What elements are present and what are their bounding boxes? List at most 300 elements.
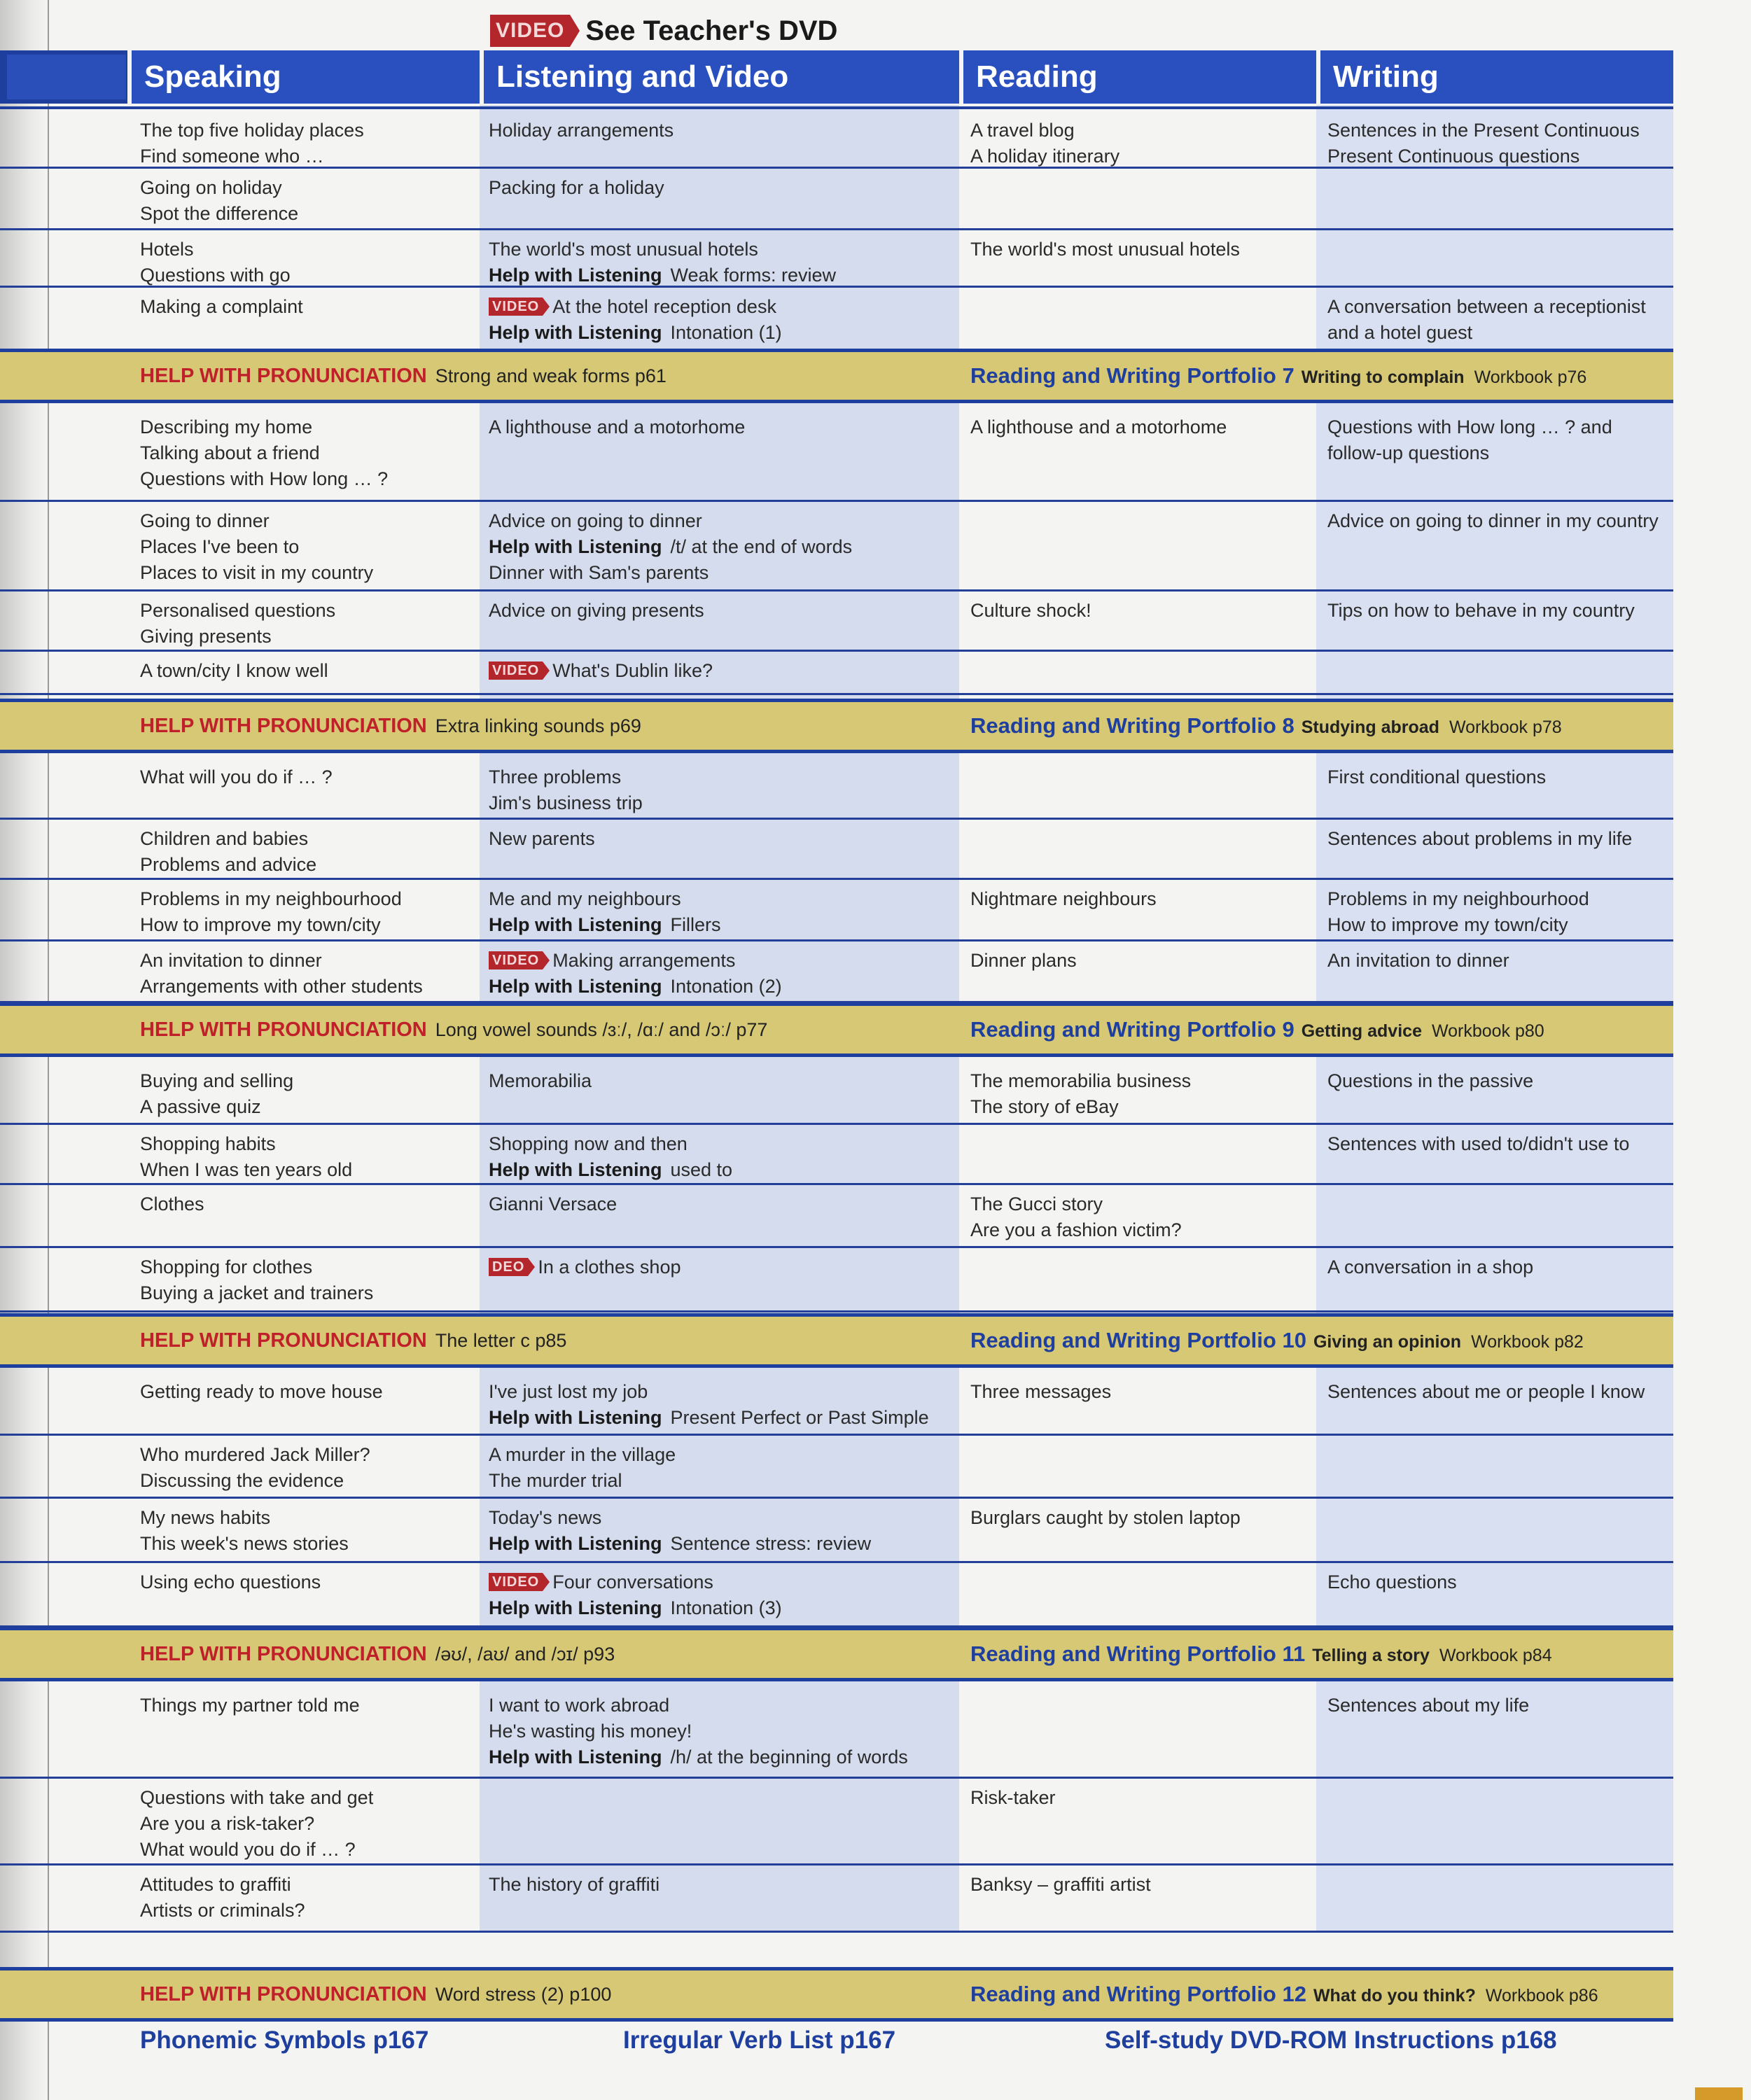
listening-cell <box>489 175 951 201</box>
writing-cell <box>1327 1693 1663 1718</box>
pronunciation-topic: Long vowel sounds /ɜː/, /ɑː/ and /ɔː/ p77 <box>435 1019 768 1040</box>
video-icon: VIDEO <box>489 662 543 680</box>
listening-cell <box>489 658 951 684</box>
speaking-text-line: Going on holiday <box>140 177 282 198</box>
listening-text-line <box>489 1131 951 1157</box>
listening-text-line: The murder trial <box>489 1470 622 1491</box>
speaking-text-line: Places to visit in my country <box>140 562 374 583</box>
portfolio-topic: What do you think? <box>1313 1986 1476 2005</box>
portfolio-title: Reading and Writing Portfolio 10 <box>970 1328 1306 1352</box>
help-with-listening-label: Help with Listening <box>489 322 662 343</box>
speaking-text-line: Making a complaint <box>140 296 303 317</box>
speaking-cell <box>140 175 469 227</box>
help-with-listening-topic: /h/ at the beginning of words <box>670 1746 908 1768</box>
writing-text-line: Sentences about problems in my life <box>1327 828 1633 849</box>
listening-text: Me and my neighbours <box>489 888 681 909</box>
listening-cell <box>489 886 951 938</box>
speaking-text-line: Discussing the evidence <box>140 1470 344 1491</box>
pronunciation-topic: /əʊ/, /aʊ/ and /ɔɪ/ p93 <box>435 1644 615 1665</box>
portfolio-topic: Giving an opinion <box>1313 1332 1462 1352</box>
speaking-text-line: Hotels <box>140 239 194 260</box>
listening-text-line <box>489 237 951 262</box>
writing-text-line: Present Continuous questions <box>1327 146 1580 167</box>
reading-cell <box>970 1068 1306 1120</box>
listening-text: A murder in the village <box>489 1444 676 1465</box>
pronunciation-portfolio-band <box>0 1002 1673 1057</box>
reading-cell <box>970 598 1306 624</box>
help-with-listening-label: Help with Listening <box>489 914 662 935</box>
writing-cell <box>1327 764 1663 790</box>
table-row <box>0 1060 1673 1125</box>
pronunciation-topic: Strong and weak forms p61 <box>435 365 667 386</box>
listening-text: I want to work abroad <box>489 1695 670 1716</box>
header-speaking: Speaking <box>127 50 480 104</box>
workbook-page: Workbook p86 <box>1485 1986 1598 2005</box>
listening-text-line <box>489 598 951 624</box>
writing-text-line: Questions with How long … ? and follow-up questions <box>1327 416 1612 463</box>
help-with-listening <box>489 262 951 288</box>
reading-text-line: The world's most unusual hotels <box>970 239 1240 260</box>
speaking-text-line: Are you a risk-taker? <box>140 1813 315 1834</box>
listening-cell <box>489 826 951 852</box>
reading-writing-portfolio <box>970 702 1562 751</box>
listening-cell <box>489 1505 951 1557</box>
table-row <box>0 939 1673 1003</box>
help-with-listening-topic: Fillers <box>670 914 721 935</box>
speaking-text-line: Using echo questions <box>140 1572 321 1592</box>
reading-cell <box>970 1379 1306 1405</box>
listening-text-line <box>489 886 951 912</box>
pronunciation-portfolio-band <box>0 1627 1673 1681</box>
listening-text-line <box>489 118 951 144</box>
speaking-cell <box>140 1191 469 1217</box>
reading-writing-portfolio <box>970 1970 1598 2019</box>
table-row <box>0 1684 1673 1779</box>
listening-cell <box>489 294 951 346</box>
table-row <box>0 228 1673 288</box>
help-with-listening-label: Help with Listening <box>489 536 662 557</box>
speaking-text-line: Attitudes to graffiti <box>140 1874 291 1895</box>
table-row <box>0 406 1673 502</box>
writing-cell <box>1327 294 1663 346</box>
help-with-listening-label: Help with Listening <box>489 265 662 286</box>
listening-cell <box>489 1131 951 1183</box>
header-reading: Reading <box>959 50 1316 104</box>
help-with-listening <box>489 1157 951 1183</box>
speaking-cell <box>140 1442 469 1494</box>
portfolio-title: Reading and Writing Portfolio 8 <box>970 713 1295 738</box>
writing-cell <box>1327 948 1663 974</box>
footer-links <box>0 2026 1673 2068</box>
help-with-pronunciation <box>140 1630 615 1678</box>
help-with-listening <box>489 320 951 346</box>
reading-text-line: Banksy – graffiti artist <box>970 1874 1151 1895</box>
table-row <box>0 167 1673 230</box>
listening-text: New parents <box>489 828 595 849</box>
pronunciation-topic: Word stress (2) p100 <box>435 1984 612 2005</box>
writing-text-line: Tips on how to behave in my country <box>1327 600 1635 621</box>
reading-text-line: The story of eBay <box>970 1096 1119 1117</box>
pronunciation-topic: The letter c p85 <box>435 1330 567 1351</box>
writing-cell <box>1327 414 1663 466</box>
listening-text: Advice on giving presents <box>489 600 704 621</box>
pronunciation-portfolio-band <box>0 1313 1673 1368</box>
portfolio-title: Reading and Writing Portfolio 7 <box>970 363 1295 388</box>
help-with-listening-label: Help with Listening <box>489 976 662 997</box>
listening-text-line <box>489 948 951 974</box>
writing-text-line: Advice on going to dinner in my country <box>1327 510 1659 531</box>
header-left-block <box>7 55 126 99</box>
pronunciation-topic: Extra linking sounds p69 <box>435 715 641 736</box>
pronunciation-label: HELP WITH PRONUNCIATION <box>140 1329 427 1352</box>
speaking-text-line: Buying a jacket and trainers <box>140 1282 374 1303</box>
teachers-dvd-note <box>490 11 837 50</box>
speaking-cell <box>140 237 469 288</box>
listening-cell <box>489 414 951 440</box>
table-row <box>0 756 1673 820</box>
pronunciation-portfolio-band <box>0 1967 1673 2022</box>
help-with-listening-label: Help with Listening <box>489 1597 662 1618</box>
speaking-text-line: A town/city I know well <box>140 660 328 681</box>
pronunciation-label: HELP WITH PRONUNCIATION <box>140 715 427 737</box>
speaking-cell <box>140 1872 469 1924</box>
writing-cell <box>1327 598 1663 624</box>
listening-cell <box>489 1254 951 1280</box>
listening-cell <box>489 1068 951 1094</box>
speaking-cell <box>140 826 469 878</box>
listening-text-line <box>489 1442 951 1468</box>
listening-text-line <box>489 508 951 534</box>
speaking-text-line: A passive quiz <box>140 1096 261 1117</box>
video-icon: VIDEO <box>489 951 543 969</box>
table-row <box>0 1246 1673 1312</box>
writing-text-line: How to improve my town/city <box>1327 914 1568 935</box>
listening-text-line <box>489 414 951 440</box>
writing-text-line: Sentences about my life <box>1327 1695 1530 1716</box>
listening-text-line <box>489 658 951 684</box>
table-row <box>0 109 1673 169</box>
table-row <box>0 1497 1673 1563</box>
speaking-text-line: When I was ten years old <box>140 1159 353 1180</box>
listening-text-line <box>489 1068 951 1094</box>
reading-writing-portfolio <box>970 1317 1584 1366</box>
listening-cell <box>489 764 951 816</box>
listening-text: Four conversations <box>552 1572 713 1592</box>
speaking-text-line: Buying and selling <box>140 1070 294 1091</box>
reading-text-line: Are you a fashion victim? <box>970 1219 1182 1240</box>
listening-cell <box>489 508 951 586</box>
speaking-text-line: Personalised questions <box>140 600 336 621</box>
help-with-listening <box>489 1405 951 1431</box>
help-with-listening-topic: Intonation (3) <box>670 1597 782 1618</box>
listening-cell <box>489 948 951 1000</box>
reading-cell <box>970 414 1306 440</box>
listening-cell <box>489 1872 951 1898</box>
portfolio-topic: Getting advice <box>1301 1021 1422 1041</box>
writing-text-line: Questions in the passive <box>1327 1070 1534 1091</box>
writing-cell <box>1327 1131 1663 1157</box>
listening-text-line <box>489 1872 951 1898</box>
portfolio-topic: Telling a story <box>1312 1646 1430 1665</box>
table-row <box>0 1371 1673 1436</box>
listening-text: Memorabilia <box>489 1070 592 1091</box>
workbook-page: Workbook p76 <box>1474 368 1587 387</box>
help-with-listening-label: Help with Listening <box>489 1533 662 1554</box>
help-with-pronunciation <box>140 1970 611 2018</box>
video-icon: VIDEO <box>489 298 543 316</box>
reading-text-line: A lighthouse and a motorhome <box>970 416 1227 438</box>
speaking-text-line: My news habits <box>140 1507 271 1528</box>
workbook-page: Workbook p78 <box>1449 718 1562 737</box>
listening-text: Today's news <box>489 1507 602 1528</box>
reading-text-line: Nightmare neighbours <box>970 888 1157 909</box>
listening-text-line <box>489 764 951 790</box>
writing-cell <box>1327 1379 1663 1405</box>
speaking-cell <box>140 598 469 650</box>
help-with-listening <box>489 534 951 560</box>
table-row <box>0 1183 1673 1248</box>
listening-text: The history of graffiti <box>489 1874 660 1895</box>
pronunciation-label: HELP WITH PRONUNCIATION <box>140 1643 427 1665</box>
listening-text: What's Dublin like? <box>552 660 713 681</box>
help-with-listening-topic: used to <box>670 1159 733 1180</box>
reading-cell <box>970 1191 1306 1243</box>
listening-cell <box>489 1442 951 1494</box>
video-icon: DEO <box>489 1258 528 1276</box>
listening-text-line: Jim's business trip <box>489 792 643 813</box>
table-row <box>0 878 1673 941</box>
header-listening: Listening and Video <box>480 50 959 104</box>
speaking-text-line: Artists or criminals? <box>140 1900 305 1921</box>
help-with-pronunciation <box>140 702 641 750</box>
speaking-text-line: Things my partner told me <box>140 1695 360 1716</box>
writing-text-line: Sentences in the Present Continuous <box>1327 120 1640 141</box>
reading-cell <box>970 1872 1306 1898</box>
help-with-listening-topic: Weak forms: review <box>670 265 837 286</box>
reading-cell <box>970 237 1306 262</box>
speaking-text-line: Going to dinner <box>140 510 270 531</box>
reading-writing-portfolio <box>970 352 1586 401</box>
table-row <box>0 589 1673 652</box>
portfolio-title: Reading and Writing Portfolio 9 <box>970 1017 1295 1042</box>
portfolio-topic: Studying abroad <box>1301 718 1439 737</box>
help-with-listening <box>489 1744 951 1770</box>
reading-text-line: Burglars caught by stolen laptop <box>970 1507 1241 1528</box>
table-row <box>0 1123 1673 1185</box>
workbook-page: Workbook p82 <box>1471 1332 1584 1352</box>
table-row <box>0 1434 1673 1499</box>
listening-text: A lighthouse and a motorhome <box>489 416 746 438</box>
writing-text-line: Sentences about me or people I know <box>1327 1381 1645 1402</box>
listening-text: I've just lost my job <box>489 1381 648 1402</box>
reading-cell <box>970 886 1306 912</box>
help-with-listening-topic: /t/ at the end of words <box>670 536 853 557</box>
header-writing: Writing <box>1316 50 1673 104</box>
reading-text-line: Culture shock! <box>970 600 1091 621</box>
help-with-listening <box>489 1595 951 1621</box>
listening-text: The world's most unusual hotels <box>489 239 758 260</box>
speaking-cell <box>140 1693 469 1718</box>
speaking-text-line: Talking about a friend <box>140 442 320 463</box>
speaking-text-line: Questions with take and get <box>140 1787 374 1808</box>
reading-text-line: Dinner plans <box>970 950 1077 971</box>
reading-cell <box>970 1505 1306 1531</box>
listening-cell <box>489 1569 951 1621</box>
speaking-text-line: This week's news stories <box>140 1533 349 1554</box>
speaking-text-line: Find someone who … <box>140 146 324 167</box>
help-with-listening-topic: Intonation (1) <box>670 322 782 343</box>
help-with-listening-topic: Present Perfect or Past Simple <box>670 1407 929 1428</box>
workbook-page: Workbook p80 <box>1431 1021 1544 1041</box>
speaking-text-line: What will you do if … ? <box>140 766 333 788</box>
listening-text-line <box>489 1569 951 1595</box>
help-with-pronunciation <box>140 352 667 400</box>
footer-dvd-instructions: Self-study DVD-ROM Instructions p168 <box>1105 2026 1557 2054</box>
speaking-cell <box>140 118 469 169</box>
speaking-cell <box>140 1569 469 1595</box>
listening-cell <box>489 1379 951 1431</box>
footer-irregular-verbs: Irregular Verb List p167 <box>623 2026 896 2054</box>
speaking-cell <box>140 508 469 586</box>
speaking-cell <box>140 1379 469 1405</box>
help-with-listening-label: Help with Listening <box>489 1159 662 1180</box>
reading-writing-portfolio <box>970 1006 1544 1055</box>
speaking-text-line: How to improve my town/city <box>140 914 381 935</box>
speaking-text-line: Children and babies <box>140 828 309 849</box>
speaking-cell <box>140 886 469 938</box>
video-icon: VIDEO <box>490 15 570 47</box>
listening-text-line <box>489 826 951 852</box>
speaking-text-line: Getting ready to move house <box>140 1381 383 1402</box>
speaking-text-line: Clothes <box>140 1194 204 1214</box>
pronunciation-label: HELP WITH PRONUNCIATION <box>140 1983 427 2005</box>
dvd-note-text: See Teacher's DVD <box>585 15 838 46</box>
speaking-cell <box>140 414 469 492</box>
help-with-listening-topic: Sentence stress: review <box>670 1533 872 1554</box>
listening-text: Holiday arrangements <box>489 120 674 141</box>
speaking-text-line: Giving presents <box>140 626 272 647</box>
reading-writing-portfolio <box>970 1630 1552 1679</box>
speaking-text-line: What would you do if … ? <box>140 1839 356 1860</box>
page-corner-tab <box>1695 2087 1743 2100</box>
writing-cell <box>1327 826 1663 852</box>
writing-cell <box>1327 1569 1663 1595</box>
speaking-text-line: An invitation to dinner <box>140 950 322 971</box>
listening-text-line <box>489 1379 951 1405</box>
listening-text-line: He's wasting his money! <box>489 1721 692 1742</box>
writing-text-line: Sentences with used to/didn't use to <box>1327 1133 1630 1154</box>
reading-text-line: A holiday itinerary <box>970 146 1120 167</box>
listening-text: In a clothes shop <box>538 1256 681 1278</box>
table-row <box>0 1561 1673 1628</box>
speaking-text-line: Problems and advice <box>140 854 317 875</box>
listening-cell <box>489 1191 951 1217</box>
listening-text-line <box>489 1191 951 1217</box>
portfolio-title: Reading and Writing Portfolio 11 <box>970 1642 1306 1666</box>
speaking-cell <box>140 1785 469 1863</box>
listening-cell <box>489 1693 951 1770</box>
writing-cell <box>1327 118 1663 169</box>
pronunciation-portfolio-band <box>0 699 1673 753</box>
listening-text-line <box>489 1505 951 1531</box>
help-with-listening-label: Help with Listening <box>489 1746 662 1768</box>
speaking-text-line: Questions with go <box>140 265 291 286</box>
speaking-text-line: Describing my home <box>140 416 313 438</box>
speaking-text-line: Spot the difference <box>140 203 299 224</box>
speaking-cell <box>140 1131 469 1183</box>
footer-phonemic-symbols: Phonemic Symbols p167 <box>140 2026 429 2054</box>
speaking-cell <box>140 1068 469 1120</box>
speaking-text-line: Who murdered Jack Miller? <box>140 1444 370 1465</box>
pronunciation-label: HELP WITH PRONUNCIATION <box>140 1018 427 1041</box>
listening-text: Gianni Versace <box>489 1194 618 1214</box>
listening-text-line <box>489 1693 951 1718</box>
speaking-cell <box>140 658 469 684</box>
writing-cell <box>1327 508 1663 534</box>
speaking-text-line: Arrangements with other students <box>140 976 423 997</box>
speaking-cell <box>140 294 469 320</box>
speaking-text-line: Shopping habits <box>140 1133 276 1154</box>
table-row <box>0 500 1673 592</box>
writing-text-line: Problems in my neighbourhood <box>1327 888 1589 909</box>
reading-text-line: Risk-taker <box>970 1787 1056 1808</box>
portfolio-topic: Writing to complain <box>1301 368 1465 387</box>
pronunciation-label: HELP WITH PRONUNCIATION <box>140 365 427 387</box>
listening-text-line <box>489 175 951 201</box>
writing-cell <box>1327 886 1663 938</box>
table-row <box>0 1863 1673 1933</box>
listening-text: Packing for a holiday <box>489 177 664 198</box>
reading-cell <box>970 1785 1306 1811</box>
writing-cell <box>1327 1068 1663 1094</box>
help-with-listening <box>489 912 951 938</box>
listening-cell <box>489 118 951 144</box>
listening-text: Shopping now and then <box>489 1133 688 1154</box>
table-row <box>0 1777 1673 1865</box>
writing-text-line: Echo questions <box>1327 1572 1457 1592</box>
table-row <box>0 650 1673 695</box>
listening-cell <box>489 598 951 624</box>
help-with-listening <box>489 1531 951 1557</box>
column-header-row <box>0 50 1673 104</box>
speaking-cell <box>140 948 469 1000</box>
reading-cell <box>970 948 1306 974</box>
listening-text-line <box>489 1254 951 1280</box>
reading-text-line: The Gucci story <box>970 1194 1103 1214</box>
help-with-pronunciation <box>140 1317 566 1364</box>
speaking-text-line: Problems in my neighbourhood <box>140 888 402 909</box>
listening-text: Making arrangements <box>552 950 736 971</box>
speaking-text-line: Shopping for clothes <box>140 1256 313 1278</box>
reading-text-line: A travel blog <box>970 120 1075 141</box>
help-with-listening-label: Help with Listening <box>489 1407 662 1428</box>
speaking-cell <box>140 1254 469 1306</box>
writing-text-line: An invitation to dinner <box>1327 950 1509 971</box>
listening-text: Advice on going to dinner <box>489 510 702 531</box>
writing-cell <box>1327 1254 1663 1280</box>
reading-text-line: The memorabilia business <box>970 1070 1192 1091</box>
listening-text: Three problems <box>489 766 622 788</box>
speaking-cell <box>140 1505 469 1557</box>
reading-text-line: Three messages <box>970 1381 1112 1402</box>
help-with-pronunciation <box>140 1006 767 1054</box>
table-row <box>0 818 1673 880</box>
video-icon: VIDEO <box>489 1573 543 1591</box>
speaking-cell <box>140 764 469 790</box>
listening-text: At the hotel reception desk <box>552 296 776 317</box>
pronunciation-portfolio-band <box>0 349 1673 403</box>
help-with-listening <box>489 974 951 1000</box>
